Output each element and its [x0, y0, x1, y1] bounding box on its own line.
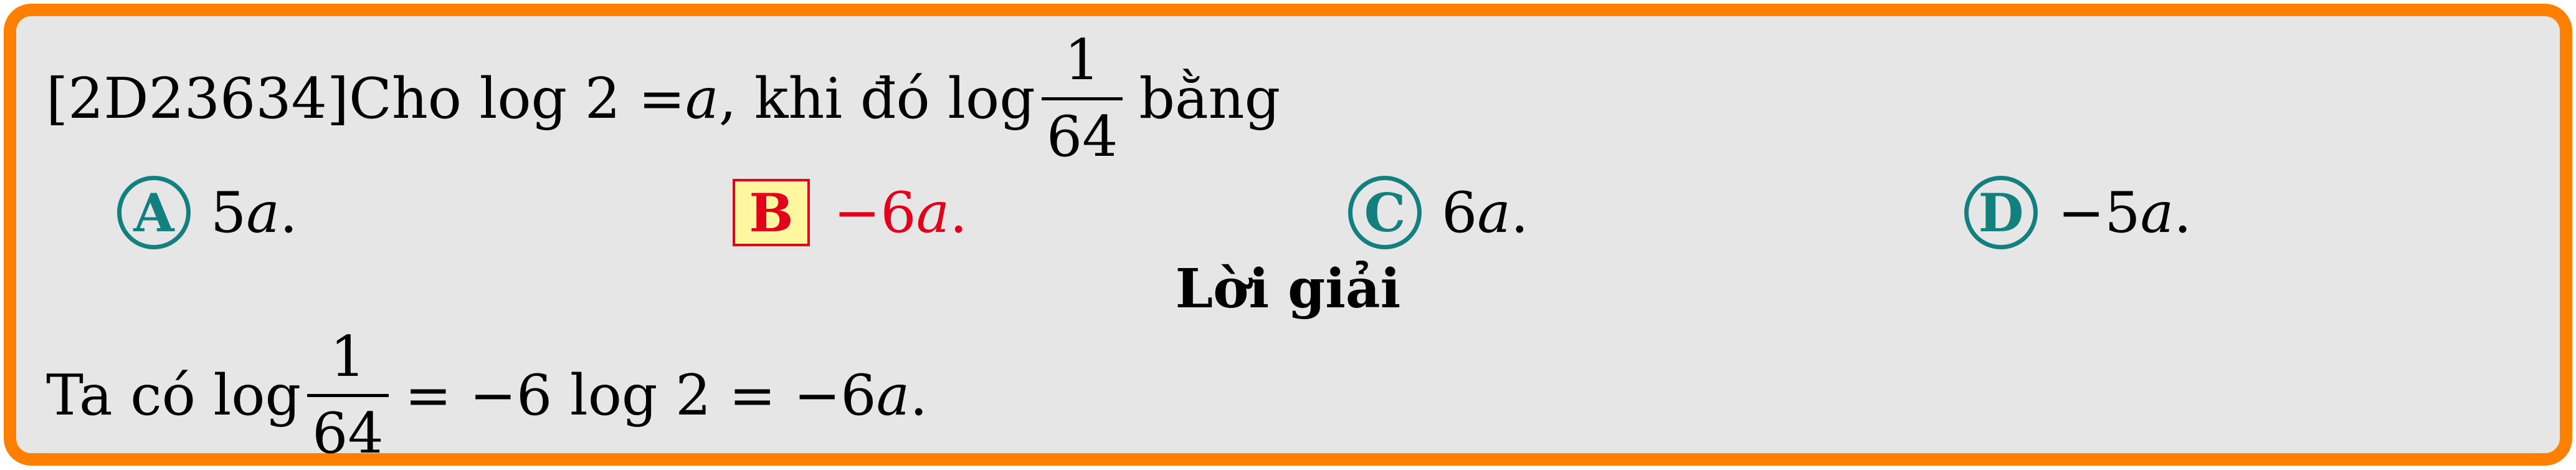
choice-c-var: a [1477, 180, 1511, 246]
choice-b-var: a [916, 180, 950, 246]
choice-d-coef: −5 [2058, 180, 2141, 246]
solution-prefix: Ta có log [46, 362, 302, 428]
choice-c-coef: 6 [1442, 180, 1478, 246]
solution-variable: a [876, 362, 910, 428]
choice-a-var: a [246, 180, 280, 246]
fraction-denominator: 64 [312, 400, 384, 466]
choice-d-end: . [2174, 180, 2192, 246]
question-variable: a [685, 65, 719, 132]
choice-b-coef: −6 [834, 180, 916, 246]
question-id: [2D23634] [46, 65, 349, 132]
choice-c-marker: C [1348, 176, 1422, 249]
question-text-before: Cho log 2 = [348, 65, 686, 132]
fraction-denominator: 64 [1046, 103, 1118, 170]
question-text-middle: , khi đó log [718, 65, 1035, 132]
choice-d[interactable] [1964, 172, 2192, 253]
choice-a-end: . [279, 180, 298, 246]
choice-b-marker-correct: B [733, 179, 810, 246]
choice-b[interactable] [733, 172, 967, 253]
solution-heading: Lời giải [1175, 257, 1401, 320]
solution-end: . [910, 362, 928, 428]
question-line [46, 24, 1280, 173]
fraction-numerator: 1 [330, 324, 366, 390]
choice-c[interactable] [1348, 172, 1529, 253]
solution-line [46, 320, 928, 470]
choice-a-marker: A [117, 176, 191, 249]
choice-a[interactable] [117, 172, 298, 253]
question-text-after: bằng [1139, 65, 1281, 132]
choice-d-marker: D [1964, 176, 2038, 249]
choice-c-end: . [1510, 180, 1529, 246]
question-card [4, 4, 2572, 466]
solution-fraction [307, 324, 389, 466]
choice-a-coef: 5 [211, 180, 247, 246]
fraction-numerator: 1 [1064, 27, 1100, 93]
choice-b-end: . [949, 180, 967, 246]
solution-middle: = −6 log 2 = −6 [404, 362, 877, 428]
choice-d-var: a [2140, 180, 2174, 246]
question-fraction [1042, 27, 1123, 170]
